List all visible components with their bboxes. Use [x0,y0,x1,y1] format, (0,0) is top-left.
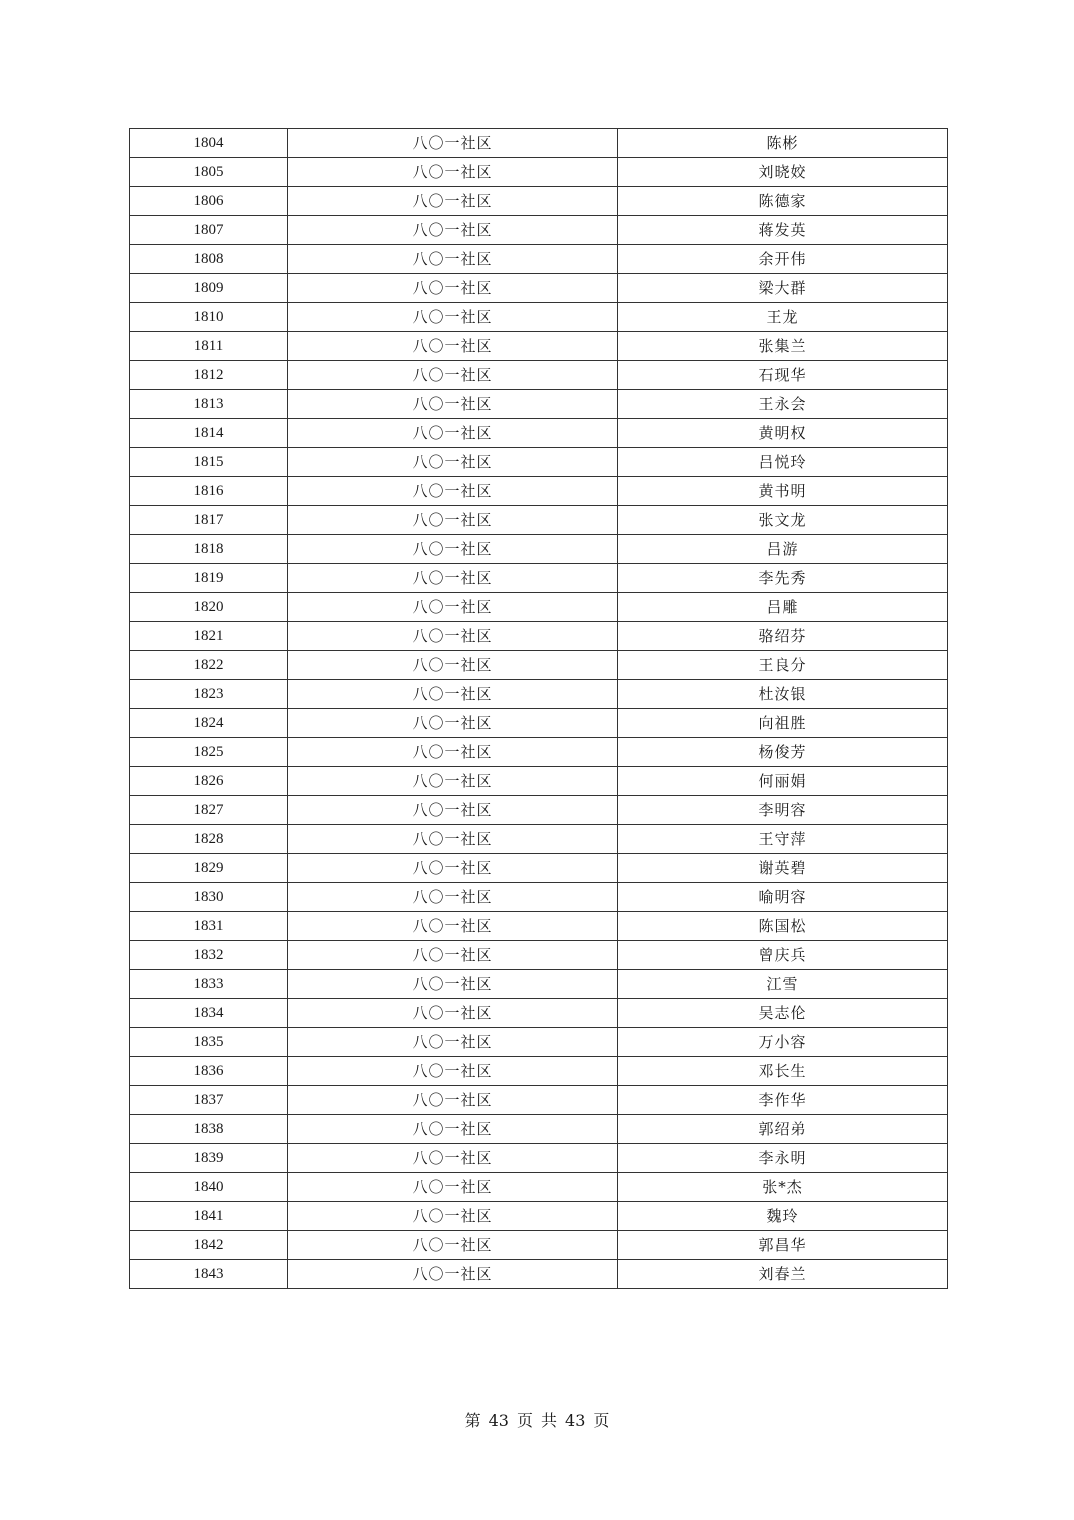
name-cell: 王永会 [618,390,948,419]
name-cell: 杨俊芳 [618,738,948,767]
name-cell: 石现华 [618,361,948,390]
row-number-cell: 1815 [130,448,288,477]
name-cell: 刘春兰 [618,1260,948,1289]
name-cell: 曾庆兵 [618,941,948,970]
row-number-cell: 1832 [130,941,288,970]
community-cell: 八〇一社区 [288,1202,618,1231]
community-cell: 八〇一社区 [288,216,618,245]
community-cell: 八〇一社区 [288,1231,618,1260]
row-number-cell: 1819 [130,564,288,593]
community-cell: 八〇一社区 [288,1260,618,1289]
table-row [130,738,948,767]
row-number-cell: 1842 [130,1231,288,1260]
community-cell: 八〇一社区 [288,535,618,564]
footer-total-pages: 43 [565,1411,586,1430]
table-row [130,651,948,680]
row-number-cell: 1821 [130,622,288,651]
table-row [130,564,948,593]
table-row [130,1057,948,1086]
row-number-cell: 1841 [130,1202,288,1231]
name-cell: 王守萍 [618,825,948,854]
table-row [130,303,948,332]
name-cell: 蒋发英 [618,216,948,245]
community-cell: 八〇一社区 [288,1028,618,1057]
name-cell: 梁大群 [618,274,948,303]
table-row [130,912,948,941]
row-number-cell: 1816 [130,477,288,506]
row-number-cell: 1836 [130,1057,288,1086]
table-row [130,680,948,709]
footer-prefix: 第 [464,1411,481,1430]
name-cell: 陈国松 [618,912,948,941]
name-cell: 吕雕 [618,593,948,622]
name-cell: 喻明容 [618,883,948,912]
table-row [130,854,948,883]
table-row [130,709,948,738]
name-cell: 吕悦玲 [618,448,948,477]
community-cell: 八〇一社区 [288,941,618,970]
row-number-cell: 1827 [130,796,288,825]
community-cell: 八〇一社区 [288,419,618,448]
table-row [130,593,948,622]
table-row [130,1115,948,1144]
name-cell: 陈德家 [618,187,948,216]
table-row [130,535,948,564]
table-row [130,216,948,245]
name-cell: 骆绍芬 [618,622,948,651]
table-row [130,390,948,419]
table-row [130,883,948,912]
name-cell: 陈彬 [618,129,948,158]
table-row [130,1173,948,1202]
community-cell: 八〇一社区 [288,854,618,883]
community-cell: 八〇一社区 [288,187,618,216]
name-cell: 张*杰 [618,1173,948,1202]
row-number-cell: 1835 [130,1028,288,1057]
table-row [130,361,948,390]
roster-table [129,128,948,1289]
community-cell: 八〇一社区 [288,361,618,390]
row-number-cell: 1824 [130,709,288,738]
table-row [130,419,948,448]
table-row [130,941,948,970]
row-number-cell: 1813 [130,390,288,419]
name-cell: 李作华 [618,1086,948,1115]
community-cell: 八〇一社区 [288,1115,618,1144]
name-cell: 魏玲 [618,1202,948,1231]
table-row [130,1202,948,1231]
row-number-cell: 1838 [130,1115,288,1144]
name-cell: 王良分 [618,651,948,680]
community-cell: 八〇一社区 [288,680,618,709]
name-cell: 王龙 [618,303,948,332]
roster-table-body [130,129,948,1289]
row-number-cell: 1843 [130,1260,288,1289]
footer-page-word: 页 [516,1411,533,1430]
name-cell: 刘晓姣 [618,158,948,187]
table-row [130,274,948,303]
table-row [130,825,948,854]
table-row [130,1144,948,1173]
page-footer [0,1408,1074,1434]
row-number-cell: 1810 [130,303,288,332]
name-cell: 李先秀 [618,564,948,593]
row-number-cell: 1828 [130,825,288,854]
footer-total-word: 共 [541,1411,558,1430]
table-row [130,129,948,158]
table-row [130,796,948,825]
community-cell: 八〇一社区 [288,158,618,187]
row-number-cell: 1837 [130,1086,288,1115]
row-number-cell: 1806 [130,187,288,216]
community-cell: 八〇一社区 [288,1086,618,1115]
community-cell: 八〇一社区 [288,1173,618,1202]
name-cell: 黄明权 [618,419,948,448]
name-cell: 万小容 [618,1028,948,1057]
community-cell: 八〇一社区 [288,593,618,622]
row-number-cell: 1829 [130,854,288,883]
table-row [130,767,948,796]
row-number-cell: 1817 [130,506,288,535]
name-cell: 张集兰 [618,332,948,361]
community-cell: 八〇一社区 [288,622,618,651]
name-cell: 余开伟 [618,245,948,274]
row-number-cell: 1812 [130,361,288,390]
row-number-cell: 1831 [130,912,288,941]
community-cell: 八〇一社区 [288,709,618,738]
community-cell: 八〇一社区 [288,129,618,158]
community-cell: 八〇一社区 [288,274,618,303]
row-number-cell: 1822 [130,651,288,680]
row-number-cell: 1807 [130,216,288,245]
community-cell: 八〇一社区 [288,970,618,999]
table-row [130,970,948,999]
name-cell: 向祖胜 [618,709,948,738]
community-cell: 八〇一社区 [288,1144,618,1173]
community-cell: 八〇一社区 [288,651,618,680]
community-cell: 八〇一社区 [288,796,618,825]
row-number-cell: 1826 [130,767,288,796]
table-row [130,1028,948,1057]
row-number-cell: 1814 [130,419,288,448]
table-row [130,158,948,187]
community-cell: 八〇一社区 [288,245,618,274]
community-cell: 八〇一社区 [288,477,618,506]
name-cell: 吴志伦 [618,999,948,1028]
name-cell: 李明容 [618,796,948,825]
table-row [130,1231,948,1260]
row-number-cell: 1804 [130,129,288,158]
name-cell: 李永明 [618,1144,948,1173]
table-row [130,506,948,535]
row-number-cell: 1839 [130,1144,288,1173]
name-cell: 江雪 [618,970,948,999]
community-cell: 八〇一社区 [288,1057,618,1086]
row-number-cell: 1834 [130,999,288,1028]
community-cell: 八〇一社区 [288,448,618,477]
name-cell: 郭绍弟 [618,1115,948,1144]
table-row [130,1260,948,1289]
row-number-cell: 1808 [130,245,288,274]
community-cell: 八〇一社区 [288,564,618,593]
name-cell: 杜汝银 [618,680,948,709]
community-cell: 八〇一社区 [288,825,618,854]
community-cell: 八〇一社区 [288,390,618,419]
community-cell: 八〇一社区 [288,912,618,941]
row-number-cell: 1823 [130,680,288,709]
table-row [130,187,948,216]
community-cell: 八〇一社区 [288,303,618,332]
name-cell: 郭昌华 [618,1231,948,1260]
name-cell: 张文龙 [618,506,948,535]
name-cell: 邓长生 [618,1057,948,1086]
community-cell: 八〇一社区 [288,738,618,767]
row-number-cell: 1830 [130,883,288,912]
row-number-cell: 1840 [130,1173,288,1202]
table-row [130,245,948,274]
name-cell: 何丽娟 [618,767,948,796]
community-cell: 八〇一社区 [288,767,618,796]
name-cell: 吕游 [618,535,948,564]
table-row [130,1086,948,1115]
table-row [130,332,948,361]
footer-current-page: 43 [488,1411,509,1430]
table-row [130,999,948,1028]
row-number-cell: 1818 [130,535,288,564]
community-cell: 八〇一社区 [288,883,618,912]
table-row [130,622,948,651]
footer-suffix: 页 [593,1411,610,1430]
community-cell: 八〇一社区 [288,332,618,361]
community-cell: 八〇一社区 [288,999,618,1028]
row-number-cell: 1825 [130,738,288,767]
table-row [130,448,948,477]
row-number-cell: 1833 [130,970,288,999]
name-cell: 谢英碧 [618,854,948,883]
community-cell: 八〇一社区 [288,506,618,535]
row-number-cell: 1811 [130,332,288,361]
table-row [130,477,948,506]
row-number-cell: 1809 [130,274,288,303]
row-number-cell: 1820 [130,593,288,622]
name-cell: 黄书明 [618,477,948,506]
row-number-cell: 1805 [130,158,288,187]
